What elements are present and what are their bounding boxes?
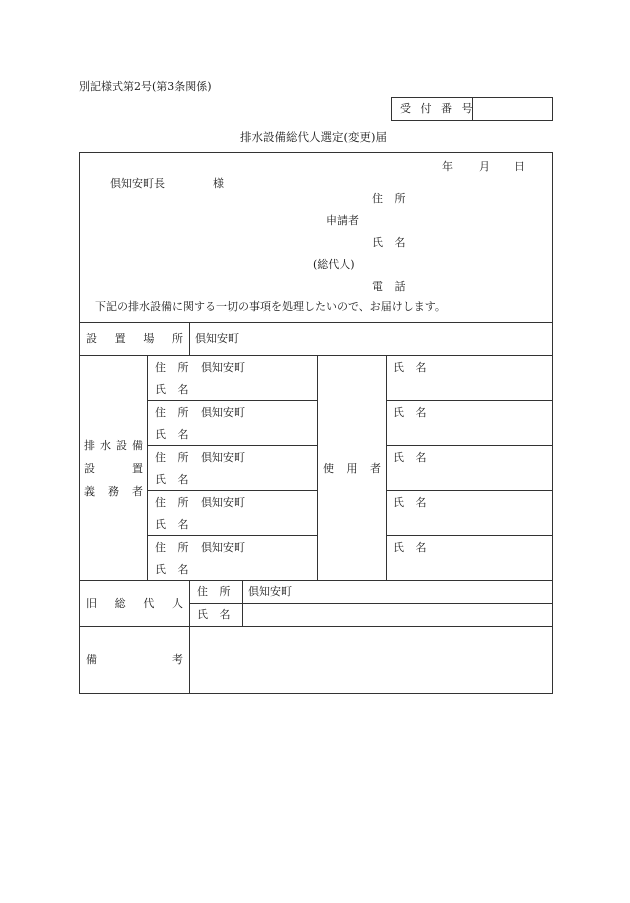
form-table <box>79 152 553 694</box>
obligor-label-line1: 排 水 設 備 <box>84 439 143 452</box>
document-title: 排水設備総代人選定(変更)届 <box>240 130 387 144</box>
user-1-name-label: 氏 名 <box>393 361 427 374</box>
user-label: 使 用 者 <box>323 462 381 475</box>
addressee: 倶知安町長 <box>110 177 165 190</box>
obligor-1-address-label: 住 所 <box>155 361 189 374</box>
form-reference: 別記様式第2号(第3条関係) <box>79 80 212 93</box>
honorific: 様 <box>213 177 224 190</box>
obligor-2-address-value[interactable]: 倶知安町 <box>201 406 245 419</box>
former-rep-label: 旧 総 代 人 <box>86 597 183 610</box>
receipt-number-label: 受 付 番 号 <box>400 102 476 115</box>
applicant-name-label: 氏 名 <box>372 236 406 249</box>
former-rep-address-value[interactable]: 倶知安町 <box>248 585 292 598</box>
user-3-name-label: 氏 名 <box>393 451 427 464</box>
obligor-label-line2: 設 置 <box>84 462 143 475</box>
obligor-3-address-label: 住 所 <box>155 451 189 464</box>
date-day: 日 <box>514 160 525 173</box>
remarks-label: 備 考 <box>86 653 183 666</box>
date-month: 月 <box>479 160 490 173</box>
obligor-2-name-label: 氏 名 <box>155 428 189 441</box>
obligor-1-name-label: 氏 名 <box>155 383 189 396</box>
obligor-4-name-label: 氏 名 <box>155 518 189 531</box>
applicant-address-label: 住 所 <box>372 192 406 205</box>
location-value[interactable]: 倶知安町 <box>195 332 239 345</box>
user-2-name-label: 氏 名 <box>393 406 427 419</box>
obligor-2-address-label: 住 所 <box>155 406 189 419</box>
applicant-phone-label: 電 話 <box>372 280 406 293</box>
obligor-5-name-label: 氏 名 <box>155 563 189 576</box>
obligor-label-line3: 義 務 者 <box>84 485 143 498</box>
user-5-name-label: 氏 名 <box>393 541 427 554</box>
obligor-4-address-label: 住 所 <box>155 496 189 509</box>
former-rep-name-label: 氏 名 <box>197 608 231 621</box>
date-year: 年 <box>442 160 453 173</box>
statement: 下記の排水設備に関する一切の事項を処理したいので、お届けします。 <box>95 300 446 313</box>
obligor-5-address-label: 住 所 <box>155 541 189 554</box>
obligor-3-address-value[interactable]: 倶知安町 <box>201 451 245 464</box>
receipt-number-field[interactable] <box>477 103 549 117</box>
obligor-3-name-label: 氏 名 <box>155 473 189 486</box>
obligor-4-address-value[interactable]: 倶知安町 <box>201 496 245 509</box>
applicant-label: 申請者 <box>326 214 359 227</box>
former-rep-address-label: 住 所 <box>197 585 231 598</box>
remarks-value[interactable] <box>195 632 547 688</box>
obligor-5-address-value[interactable]: 倶知安町 <box>201 541 245 554</box>
obligor-1-address-value[interactable]: 倶知安町 <box>201 361 245 374</box>
location-label: 設 置 場 所 <box>86 332 183 345</box>
user-4-name-label: 氏 名 <box>393 496 427 509</box>
representative-label: (総代人) <box>313 258 355 271</box>
